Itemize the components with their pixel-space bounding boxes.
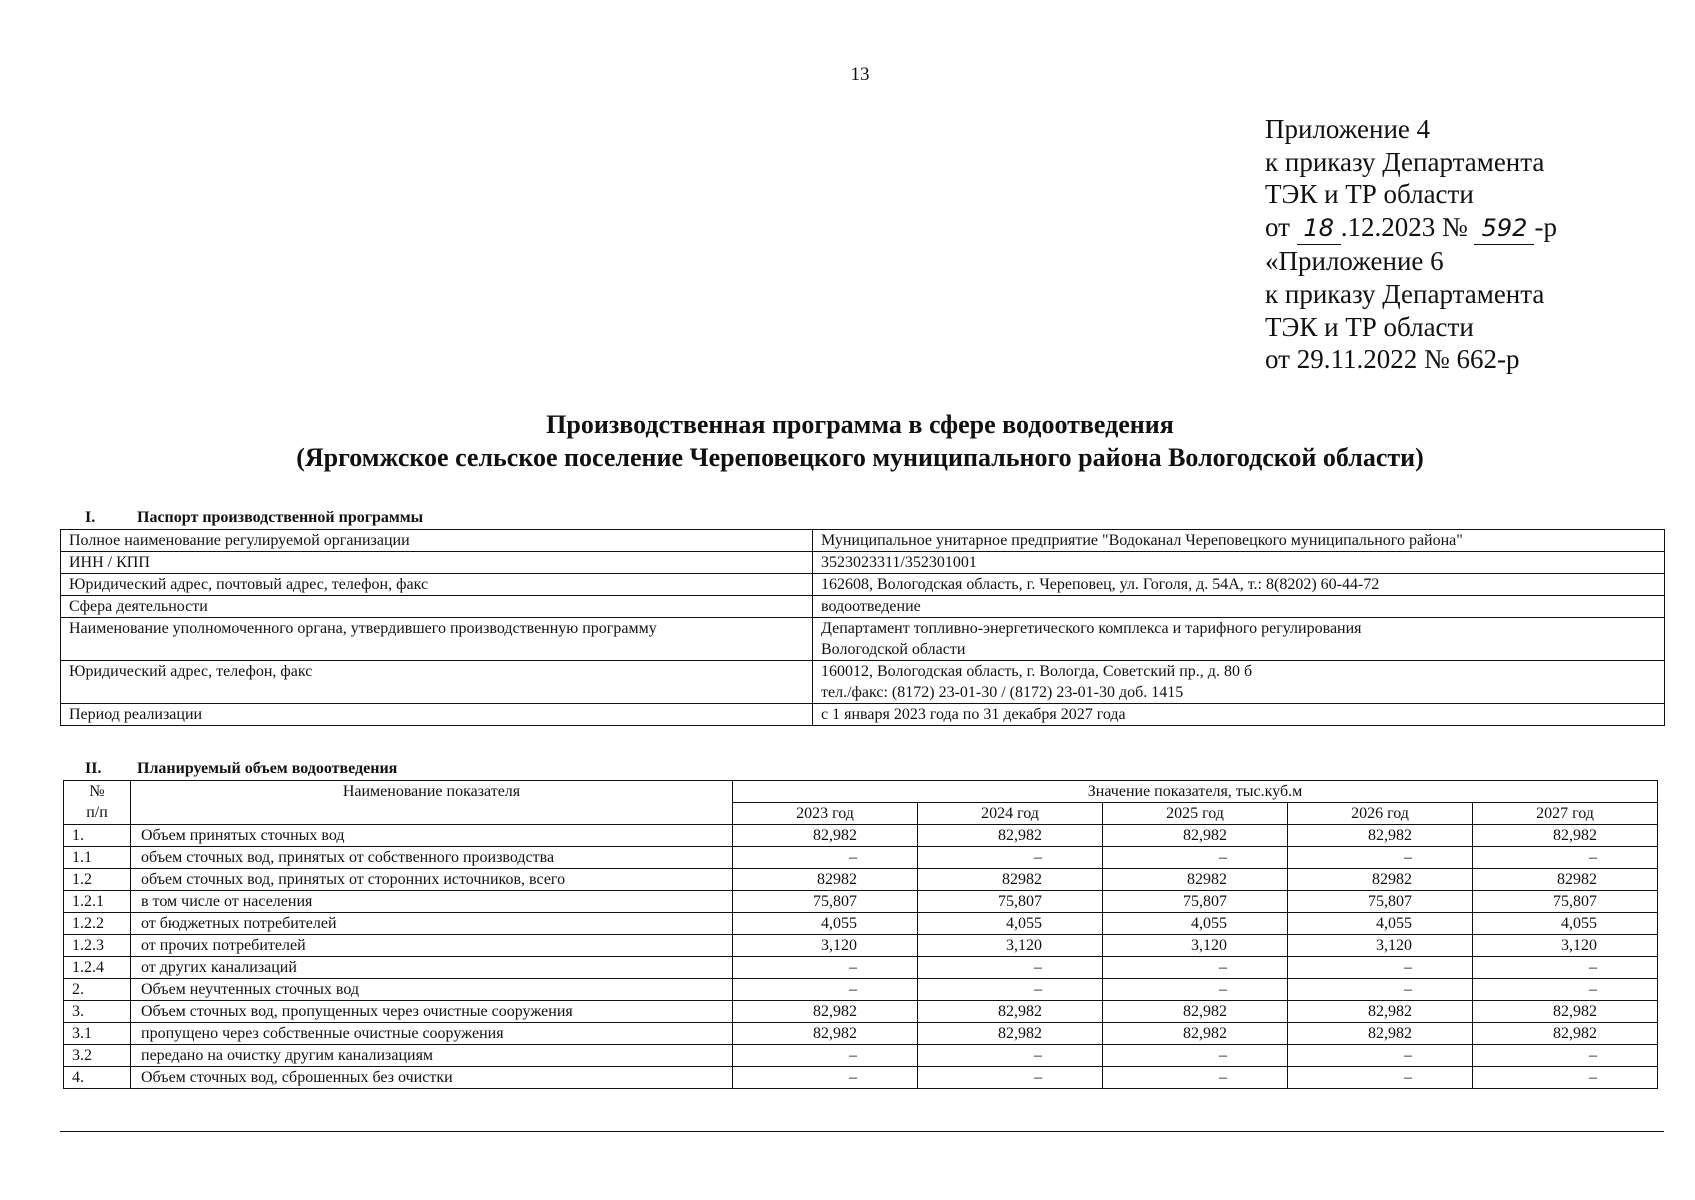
row-value: 75,807 (1473, 891, 1658, 913)
row-indicator-name: от прочих потребителей (131, 935, 733, 957)
row-value: – (1473, 957, 1658, 979)
row-indicator-name: в том числе от населения (131, 891, 733, 913)
passport-value-line: 160012, Вологодская область, г. Вологда, Советский пр., д. 80 б (821, 663, 1253, 680)
row-value: – (1473, 1067, 1658, 1089)
row-indicator-name: объем сточных вод, принятых от сторонних источников, всего (131, 869, 733, 891)
appendix-line: ТЭК и ТР области (1265, 179, 1474, 210)
row-value: – (1473, 979, 1658, 1001)
row-value: 3,120 (733, 935, 918, 957)
volume-row (64, 825, 1658, 847)
passport-value-line: 3523023311/352301001 (821, 554, 977, 571)
row-value: 4,055 (918, 913, 1103, 935)
passport-row (61, 574, 1665, 596)
row-value: – (1288, 1045, 1473, 1067)
row-code: 1.2.2 (64, 913, 131, 935)
passport-row (61, 618, 1665, 661)
row-code: 3. (64, 1001, 131, 1023)
passport-value-line: 162608, Вологодская область, г. Череповец, ул. Гоголя, д. 54А, т.: 8(8202) 60-44-72 (821, 576, 1380, 593)
passport-label: Юридический адрес, почтовый адрес, телефон, факс (61, 574, 813, 596)
passport-row (61, 530, 1665, 552)
row-code: 3.1 (64, 1023, 131, 1045)
row-value: 82,982 (918, 825, 1103, 847)
row-value: 75,807 (1288, 891, 1473, 913)
section-title: Планируемый объем водоотведения (137, 760, 398, 777)
row-value: – (1103, 979, 1288, 1001)
volume-table (63, 780, 1658, 1089)
row-value: 3,120 (918, 935, 1103, 957)
header-year: 2027 год (1473, 803, 1658, 825)
row-value: 82982 (1288, 869, 1473, 891)
row-value: 82982 (1473, 869, 1658, 891)
handwritten-order-number: 592 (1474, 212, 1534, 246)
row-code: 4. (64, 1067, 131, 1089)
document-title (0, 408, 1695, 474)
volume-row (64, 847, 1658, 869)
passport-row (61, 661, 1665, 704)
appendix-line: ТЭК и ТР области (1265, 311, 1474, 342)
volume-row (64, 1045, 1658, 1067)
row-value: – (1103, 1045, 1288, 1067)
handwritten-day: 18 (1297, 212, 1341, 246)
appendix-line: к приказу Департамента (1265, 146, 1545, 177)
row-value: – (918, 847, 1103, 869)
section-number: I. (85, 509, 96, 526)
row-code: 2. (64, 979, 131, 1001)
row-value: – (733, 979, 918, 1001)
row-value: 4,055 (1288, 913, 1473, 935)
row-value: – (733, 847, 918, 869)
volume-row (64, 957, 1658, 979)
passport-table (60, 529, 1665, 726)
passport-value (813, 618, 1665, 661)
passport-value (813, 574, 1665, 596)
passport-value-line: тел./факс: (8172) 23-01-30 / (8172) 23-01-30 доб. 1415 (821, 684, 1184, 701)
row-value: – (1103, 1067, 1288, 1089)
volume-row (64, 1067, 1658, 1089)
page-number: 13 (850, 64, 870, 85)
row-indicator-name: Объем сточных вод, сброшенных без очистки (131, 1067, 733, 1089)
row-value: – (1473, 847, 1658, 869)
passport-row (61, 596, 1665, 618)
volume-row (64, 1001, 1658, 1023)
row-code: 1.2.3 (64, 935, 131, 957)
row-code: 1. (64, 825, 131, 847)
appendix-order-date-line (1265, 211, 1557, 246)
row-value: – (918, 1067, 1103, 1089)
section-number: II. (85, 760, 102, 777)
row-indicator-name: передано на очистку другим канализациям (131, 1045, 733, 1067)
header-value-group: Значение показателя, тыс.куб.м (733, 781, 1658, 803)
row-value: 82,982 (1473, 1023, 1658, 1045)
appendix-block (1265, 113, 1557, 376)
passport-value-line: водоотведение (821, 598, 921, 615)
row-value: 75,807 (733, 891, 918, 913)
header-indicator-name: Наименование показателя (131, 781, 733, 825)
header-year: 2025 год (1103, 803, 1288, 825)
row-value: – (918, 957, 1103, 979)
row-code: 3.2 (64, 1045, 131, 1067)
section-2-heading (60, 760, 397, 778)
row-value: – (733, 1045, 918, 1067)
passport-row (61, 552, 1665, 574)
appendix-line: к приказу Департамента (1265, 278, 1545, 309)
row-value: 82,982 (1103, 1023, 1288, 1045)
volume-row (64, 891, 1658, 913)
row-indicator-name: от других канализаций (131, 957, 733, 979)
header-year: 2026 год (1288, 803, 1473, 825)
header-year: 2023 год (733, 803, 918, 825)
header-number-line: № (89, 783, 105, 800)
row-value: – (733, 1067, 918, 1089)
passport-value-line: Вологодской области (821, 641, 966, 658)
row-value: 82,982 (733, 825, 918, 847)
appendix-date-prefix: от (1265, 211, 1290, 242)
volume-row (64, 935, 1658, 957)
row-value: 75,807 (918, 891, 1103, 913)
row-value: – (1473, 1045, 1658, 1067)
passport-row (61, 704, 1665, 726)
passport-value-line: с 1 января 2023 года по 31 декабря 2027 года (821, 706, 1126, 723)
row-indicator-name: пропущено через собственные очистные сооружения (131, 1023, 733, 1045)
row-value: – (918, 979, 1103, 1001)
bottom-rule (60, 1131, 1664, 1132)
passport-label: Полное наименование регулируемой организации (61, 530, 813, 552)
passport-label: Сфера деятельности (61, 596, 813, 618)
passport-label: Юридический адрес, телефон, факс (61, 661, 813, 704)
row-value: 82,982 (733, 1001, 918, 1023)
row-value: 82982 (1103, 869, 1288, 891)
header-number (64, 781, 131, 825)
volume-row (64, 979, 1658, 1001)
volume-row (64, 913, 1658, 935)
appendix-date-middle: .12.2023 № (1340, 211, 1468, 242)
row-value: – (733, 957, 918, 979)
row-value: 4,055 (1473, 913, 1658, 935)
row-value: – (1288, 847, 1473, 869)
passport-value-line: Департамент топливно-энергетического комплекса и тарифного регулирования (821, 620, 1362, 637)
appendix-date-suffix: -р (1534, 211, 1557, 242)
row-indicator-name: от бюджетных потребителей (131, 913, 733, 935)
row-value: – (918, 1045, 1103, 1067)
row-value: – (1288, 957, 1473, 979)
row-value: 82,982 (918, 1001, 1103, 1023)
row-code: 1.2.4 (64, 957, 131, 979)
row-code: 1.1 (64, 847, 131, 869)
row-value: 82,982 (1103, 1001, 1288, 1023)
row-value: 3,120 (1288, 935, 1473, 957)
row-code: 1.2 (64, 869, 131, 891)
passport-value (813, 661, 1665, 704)
passport-value (813, 596, 1665, 618)
row-value: 82,982 (1288, 1023, 1473, 1045)
row-value: – (1288, 979, 1473, 1001)
row-code: 1.2.1 (64, 891, 131, 913)
title-line-2: (Яргомжское сельское поселение Череповецкого муниципального района Вологодской области) (296, 443, 1424, 472)
appendix-line: от 29.11.2022 № 662-р (1265, 344, 1520, 375)
row-value: 82982 (918, 869, 1103, 891)
row-value: 82,982 (1288, 1001, 1473, 1023)
title-line-1: Производственная программа в сфере водоотведения (546, 410, 1174, 439)
row-value: 82,982 (1473, 1001, 1658, 1023)
appendix-line: «Приложение 6 (1265, 246, 1444, 277)
row-value: 82,982 (733, 1023, 918, 1045)
row-value: 82,982 (1473, 825, 1658, 847)
header-year: 2024 год (918, 803, 1103, 825)
passport-value (813, 704, 1665, 726)
section-1-heading (60, 509, 423, 527)
row-indicator-name: Объем неучтенных сточных вод (131, 979, 733, 1001)
passport-value-line: Муниципальное унитарное предприятие "Водоканал Череповецкого муниципального района" (821, 532, 1463, 549)
row-value: – (1103, 847, 1288, 869)
volume-row (64, 869, 1658, 891)
row-value: 3,120 (1473, 935, 1658, 957)
header-number-line: п/п (86, 804, 108, 821)
row-value: 82982 (733, 869, 918, 891)
passport-value (813, 552, 1665, 574)
appendix-line: Приложение 4 (1265, 114, 1431, 144)
row-indicator-name: объем сточных вод, принятых от собственного производства (131, 847, 733, 869)
row-value: 3,120 (1103, 935, 1288, 957)
row-value: 75,807 (1103, 891, 1288, 913)
row-value: 4,055 (733, 913, 918, 935)
row-indicator-name: Объем сточных вод, пропущенных через очистные сооружения (131, 1001, 733, 1023)
passport-label: Наименование уполномоченного органа, утвердившего производственную программу (61, 618, 813, 661)
row-value: – (1103, 957, 1288, 979)
row-value: 4,055 (1103, 913, 1288, 935)
passport-value (813, 530, 1665, 552)
row-value: 82,982 (918, 1023, 1103, 1045)
row-value: 82,982 (1288, 825, 1473, 847)
section-title: Паспорт производственной программы (137, 509, 424, 526)
row-value: – (1288, 1067, 1473, 1089)
volume-row (64, 1023, 1658, 1045)
row-value: 82,982 (1103, 825, 1288, 847)
row-indicator-name: Объем принятых сточных вод (131, 825, 733, 847)
passport-label: Период реализации (61, 704, 813, 726)
passport-label: ИНН / КПП (61, 552, 813, 574)
